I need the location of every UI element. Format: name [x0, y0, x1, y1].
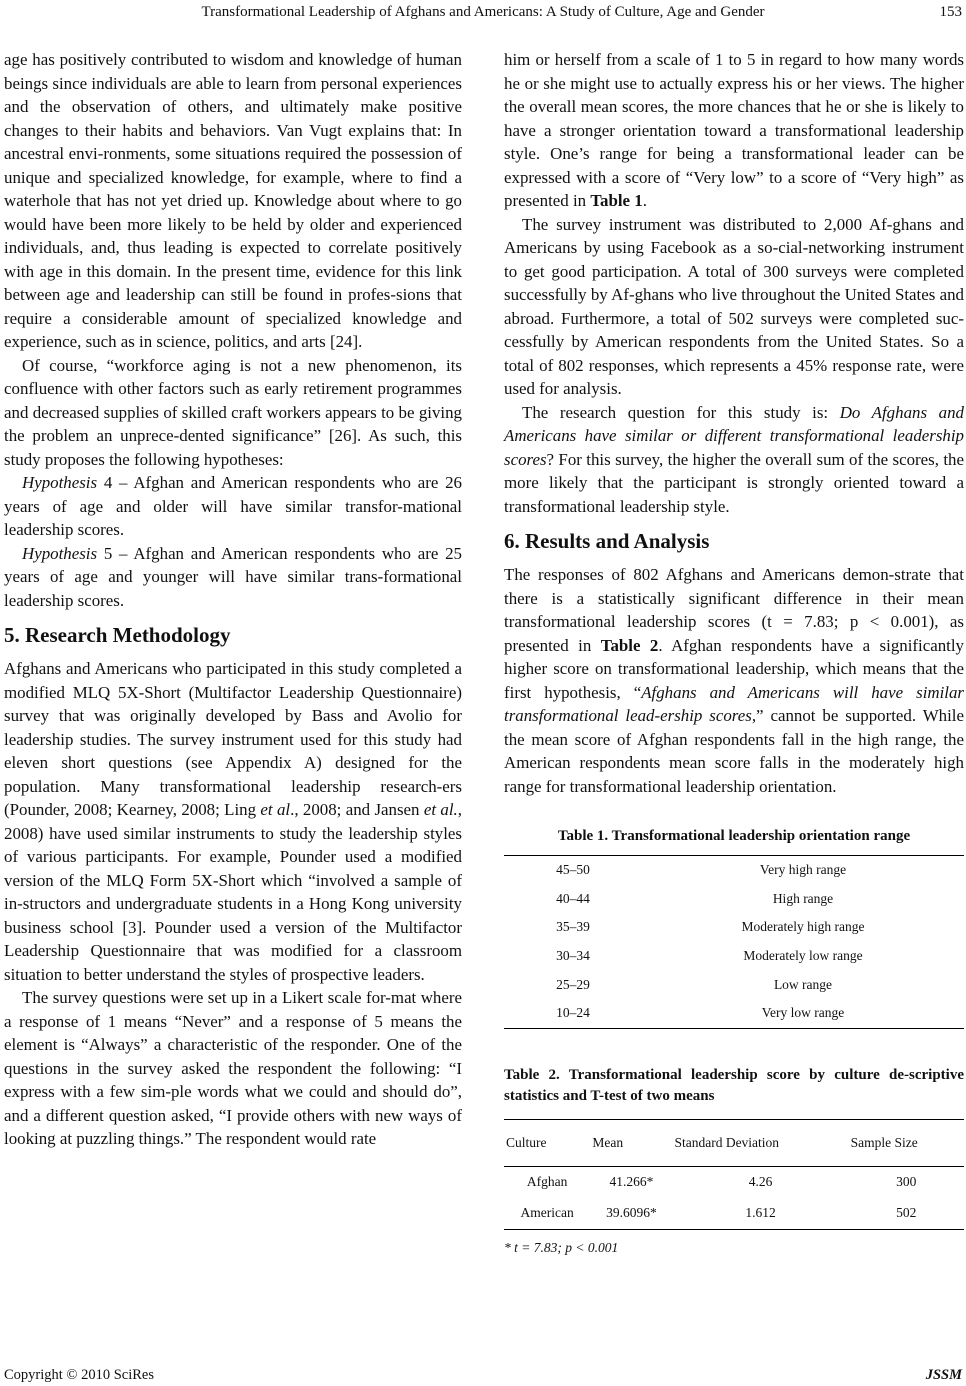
- table-row: [504, 999, 964, 1028]
- table-2-note: * t = 7.83; p < 0.001: [504, 1239, 619, 1255]
- table-reference: Table 1: [590, 191, 643, 210]
- table-cell: 300: [896, 1174, 917, 1190]
- text: et al: [260, 800, 291, 819]
- table-cell: 1.612: [745, 1205, 776, 1221]
- paragraph: [504, 48, 964, 213]
- left-column: [4, 48, 462, 1151]
- hypothesis-label: Hypothesis: [22, 543, 98, 563]
- text: et al.: [423, 800, 458, 819]
- table-row: [504, 856, 964, 885]
- table-cell: American: [520, 1205, 574, 1221]
- table-cell: 502: [896, 1205, 917, 1221]
- right-column: [504, 48, 964, 1259]
- paragraph: [504, 401, 964, 519]
- table-row: [504, 913, 964, 942]
- text: The responses of 802 Afghans and Americans demon-strate that there is a statistically significant difference in their mean transformational leadership scores (t = 7.83; p < 0.001), as presented in: [504, 565, 964, 655]
- hypothesis-label: Hypothesis: [22, 473, 98, 492]
- table-row: [504, 885, 964, 914]
- range-cell: 40–44: [556, 890, 590, 906]
- hypothesis-text: 4 – Afghan and American respondents who are 26 years of age and older will have similar transfor-mational leadership scores.: [4, 473, 462, 539]
- copyright: Copyright © 2010 SciRes: [4, 1367, 154, 1383]
- column-header: Culture: [504, 1119, 590, 1166]
- column-header: Standard Deviation: [672, 1119, 848, 1166]
- text: ., 2008; and Jansen: [290, 800, 424, 819]
- research-question: Do Afghans and Americans have similar or different transformational leadership scores: [504, 402, 964, 469]
- range-cell: 35–39: [556, 919, 590, 935]
- range-cell: 45–50: [556, 862, 590, 878]
- table-cell: 39.6096*: [606, 1205, 657, 1221]
- hypothesis-quote: Afghans and Americans will have similar transformational lead-ership scores: [504, 682, 965, 725]
- paragraph: The survey questions were set up in a Likert scale for-mat where a response of 1 means “Never” and a response of 5 means the element is “Always” a characteristic of the responder. One of the questions in the survey asked the respondent the following: “I express with a few sim-ple words what we could and should do”, and a different question asked, “I provide others with new ways of looking at puzzling things.” The respondent would rate: [4, 988, 462, 1148]
- section-heading-results: 6. Results and Analysis: [504, 529, 710, 553]
- range-cell: 25–29: [556, 976, 590, 992]
- text: . Afghan respondents have a significantly higher score on transformational leadership, which means that the first hypothesis, “: [504, 635, 964, 702]
- table-cell: 4.26: [748, 1174, 773, 1190]
- table-cell: 41.266*: [609, 1174, 654, 1190]
- paragraph: age has positively contributed to wisdom and knowledge of human beings since individuals are able to learn from personal experiences and the observation of others, and ultimately make positive changes to their habits and behaviors. Van Vugt explains that: In ancestral envi-ronments, some situations required the possession of unique and specialized knowledge, for example, where to find a waterhole that has not yet dried up. Knowledge about where to go would have been more likely to be held by older and experienced individuals, and, thus leading is expected to correlate positively with age in this domain. In the present time, evidence for this link between age and leadership can still be found in profes-sions that require a considerable amount of specialized knowledge and experience, such as in science, politics, and arts [24].: [4, 50, 462, 351]
- journal-name: JSSM: [925, 1367, 962, 1383]
- column-header: Mean: [590, 1119, 672, 1166]
- text: .: [642, 191, 647, 210]
- text: him or herself from a scale of 1 to 5 in regard to how many words he or she might use to actually express his or her views. The higher the overall mean scores, the more chances that he or she is likely to have a stronger orientation toward a transformational leadership style. One’s range for being a transformational leader can be expressed with a score of “Very low” to a score of “Very high” as presented in: [504, 50, 964, 210]
- table-2-caption: Table 2. Transformational leadership score by culture de-scriptive statistics and T-test of two means: [504, 1066, 964, 1104]
- table-row: [504, 942, 964, 971]
- table-row: [504, 1198, 964, 1230]
- text: The research question for this study is:: [522, 402, 840, 422]
- table-reference: Table 2: [600, 635, 659, 655]
- table-2: [504, 1119, 964, 1230]
- label-cell: Moderately high range: [741, 919, 865, 935]
- label-cell: Moderately low range: [743, 948, 863, 964]
- hypothesis-text: 5 – Afghan and American respondents who are 25 years of age and younger will have similar trans-formational leadership scores.: [4, 543, 462, 610]
- text: ? For this survey, the higher the overall sum of the scores, the more likely that the participant is strongly oriented toward a transformational leadership style.: [504, 449, 964, 516]
- table-1: [504, 855, 964, 1029]
- table-1-caption: Table 1. Transformational leadership orientation range: [557, 828, 911, 844]
- hypothesis-4: [4, 471, 462, 542]
- label-cell: Very high range: [759, 862, 847, 878]
- paragraph: Of course, “workforce aging is not a new phenomenon, its confluence with other factors such as early retirement programmes and decreased supplies of skilled craft workers appears to be giving the problem an unprece-dented significance” [26]. As such, this study proposes the following hypotheses:: [4, 355, 462, 469]
- table-cell: Afghan: [526, 1174, 568, 1190]
- column-header: Sample Size: [849, 1119, 964, 1166]
- hypothesis-5: [4, 542, 462, 613]
- text: ,” cannot be supported. While the mean score of Afghan respondents fall in the high range, the American respondents mean score falls in the moderately high range for transformational leadership orientation.: [504, 706, 964, 796]
- text: Afghans and Americans who participated in this study completed a modified MLQ 5X-Short (Multifactor Leadership Questionnaire) survey that was originally developed by Bass and Avolio for leadership studies. The survey instrument used for this study had eleven short questions (see Appendix A) designed for the population. Many transformational leadership research-ers (Pounder, 2008; Kearney, 2008; Ling: [4, 659, 462, 819]
- range-cell: 30–34: [556, 948, 590, 964]
- running-title: Transformational Leadership of Afghans and Americans: A Study of Culture, Age and Gender: [201, 4, 765, 20]
- range-cell: 10–24: [556, 1005, 590, 1021]
- page-number: 153: [939, 4, 962, 20]
- paragraph: [4, 657, 462, 986]
- section-heading-methodology: 5. Research Methodology: [4, 623, 231, 647]
- table-row: [504, 1166, 964, 1198]
- paragraph: [504, 563, 964, 798]
- page-header: [0, 2, 966, 24]
- label-cell: Low range: [773, 976, 833, 992]
- paragraph: The survey instrument was distributed to 2,000 Af-ghans and Americans by using Facebook as a so-cial-networking instrument to get good participation. A total of 300 surveys were completed successfully by Af-ghans who live throughout the United States and abroad. Furthermore, a total of 502 surveys were completed suc-cessfully by American respondents from the United States. So a total of 802 responses, which represents a 45% response rate, were used for analysis.: [504, 214, 964, 398]
- table-row: [504, 970, 964, 999]
- label-cell: High range: [772, 890, 834, 906]
- label-cell: Very low range: [761, 1005, 845, 1021]
- text: , 2008) have used similar instruments to study the leadership styles of various participants. For example, Pounder used a modified version of the MLQ Form 5X-Short which “involved a sample of in-structors and undergraduate students in a Hong Kong university business school [3]. Pounder used a version of the Multifactor Leadership Questionnaire that was modified for a classroom situation to better understand the styles of prospective leaders.: [4, 800, 462, 984]
